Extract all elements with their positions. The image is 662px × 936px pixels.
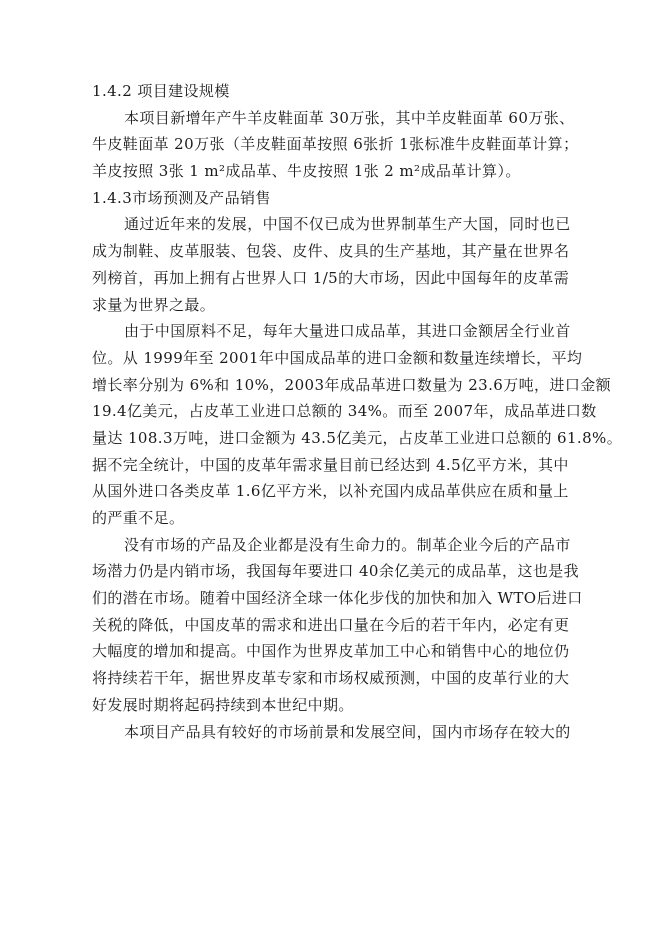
text-line: 关税的降低，中国皮革的需求和进出口量在今后的若干年内，必定有更 (92, 615, 570, 634)
text-line: 场潜力仍是内销市场，我国每年要进口 40余亿美元的成品革，这也是我 (92, 562, 580, 581)
text-line: 的严重不足。 (92, 509, 185, 527)
document-body (92, 78, 623, 745)
text-line: 19.4亿美元，占皮革工业进口总额的 34%。而至 2007年，成品革进口数 (92, 402, 597, 421)
text-line: 列榜首，再加上拥有占世界人口 1/5的大市场，因此中国每年的皮革需 (92, 268, 570, 287)
text-line: 大幅度的增加和提高。中国作为世界皮革加工中心和销售中心的地位仍 (92, 642, 570, 661)
text-line: 从国外进口各类皮革 1.6亿平方米，以补充国内成品革供应在质和量上 (92, 482, 569, 501)
text-line: 牛皮鞋面革 20万张（羊皮鞋面革按照 6张折 1张标准牛皮鞋面革计算； (92, 135, 579, 154)
text-line: 好发展时期将起码持续到本世纪中期。 (92, 695, 354, 714)
text-line: 由于中国原料不足，每年大量进口成品革，其进口金额居全行业首 (124, 322, 571, 341)
text-line: 将持续若干年，据世界皮革专家和市场权威预测，中国的皮革行业的大 (92, 669, 570, 688)
text-line: 羊皮按照 3张 1 m²成品革、牛皮按照 1张 2 m²成品革计算）。 (92, 162, 521, 181)
text-line: 本项目新增年产牛羊皮鞋面革 30万张，其中羊皮鞋面革 60万张、 (124, 108, 575, 127)
text-line: 位。从 1999年至 2001年中国成品革的进口金额和数量连续增长，平均 (92, 348, 583, 367)
text-line: 成为制鞋、皮革服装、包袋、皮件、皮具的生产基地，其产量在世界名 (92, 242, 570, 261)
text-line: 求量为世界之最。 (92, 295, 216, 314)
section-heading-1-4-2: 1.4.2 项目建设规模 (92, 82, 230, 100)
text-line: 量达 108.3万吨，进口金额为 43.5亿美元，占皮革工业进口总额的 61.8%。 (92, 428, 623, 447)
text-line: 们的潜在市场。随着中国经济全球一体化步伐的加快和加入 WTO后进口 (92, 589, 583, 608)
text-line: 通过近年来的发展，中国不仅已成为世界制革生产大国，同时也已 (124, 215, 571, 234)
text-line: 据不完全统计，中国的皮革年需求量目前已经达到 4.5亿平方米，其中 (92, 455, 569, 474)
text-line: 增长率分别为 6%和 10%，2003年成品革进口数量为 23.6万吨，进口金额 (92, 375, 612, 394)
section-heading-1-4-3: 1.4.3市场预测及产品销售 (92, 188, 271, 207)
text-line: 没有市场的产品及企业都是没有生命力的。制革企业今后的产品市 (124, 535, 571, 554)
text-line: 本项目产品具有较好的市场前景和发展空间，国内市场存在较大的 (124, 722, 571, 741)
